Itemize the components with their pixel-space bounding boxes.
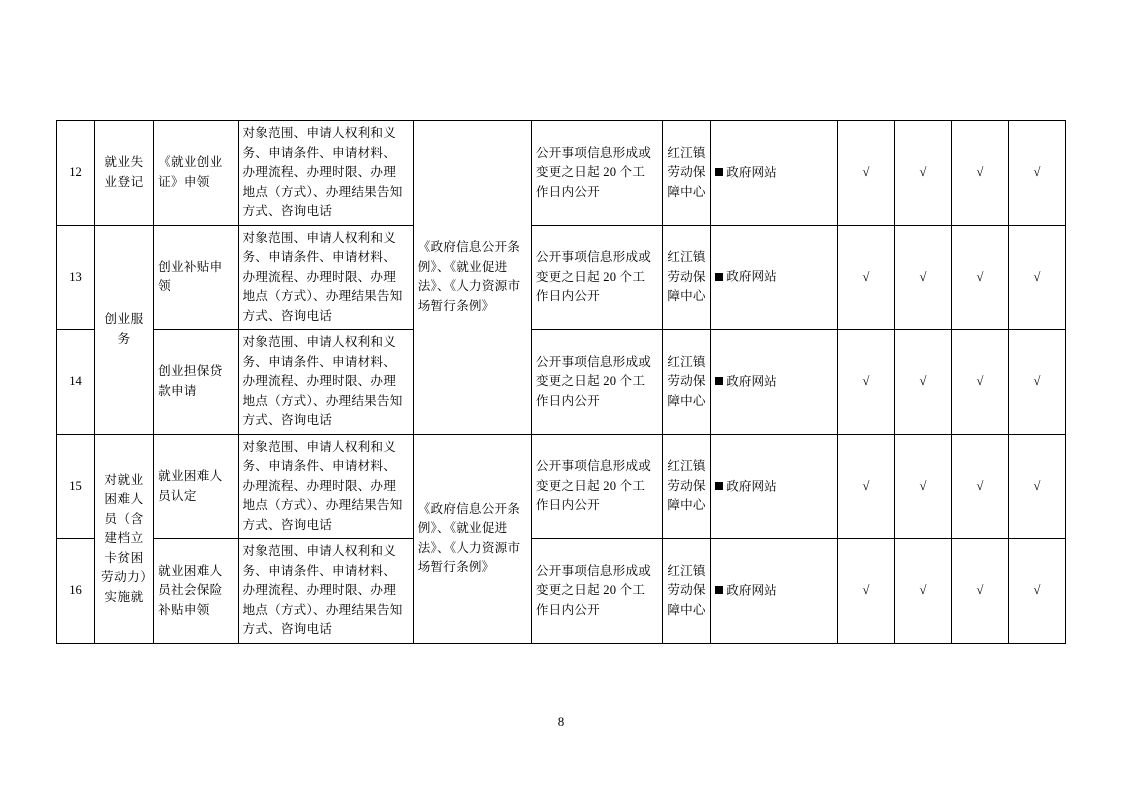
table-row <box>57 121 1066 226</box>
row-channel-label: 政府网站 <box>726 478 777 493</box>
row-public-content: 对象范围、申请人权利和义务、申请条件、申请材料、办理流程、办理时限、办理地点（方式）、办理结果告知方式、咨询电话 <box>238 434 413 539</box>
row-mark-1: √ <box>837 330 894 435</box>
row-mark-3: √ <box>951 225 1008 330</box>
row-mark-4: √ <box>1008 330 1065 435</box>
row-number: 15 <box>57 434 95 539</box>
row-mark-3: √ <box>951 121 1008 226</box>
row-public-organization: 红江镇劳动保障中心 <box>662 539 711 644</box>
row-mark-4: √ <box>1008 121 1065 226</box>
row-public-organization: 红江镇劳动保障中心 <box>662 121 711 226</box>
row-public-deadline: 公开事项信息形成或变更之日起 20 个工作日内公开 <box>531 434 662 539</box>
row-mark-1: √ <box>837 539 894 644</box>
row-item-name: 就业困难人员认定 <box>154 434 238 539</box>
row-mark-2: √ <box>894 121 951 226</box>
row-public-channel <box>711 225 838 330</box>
row-category: 创业服务 <box>94 225 153 434</box>
filled-square-icon <box>715 273 723 281</box>
row-item-name: 创业担保贷款申请 <box>154 330 238 435</box>
public-affairs-table-wrapper <box>56 120 1066 644</box>
row-channel-label: 政府网站 <box>726 583 777 598</box>
row-mark-3: √ <box>951 434 1008 539</box>
row-public-deadline: 公开事项信息形成或变更之日起 20 个工作日内公开 <box>531 330 662 435</box>
row-public-organization: 红江镇劳动保障中心 <box>662 434 711 539</box>
row-number: 12 <box>57 121 95 226</box>
row-mark-2: √ <box>894 434 951 539</box>
row-public-content: 对象范围、申请人权利和义务、申请条件、申请材料、办理流程、办理时限、办理地点（方式）、办理结果告知方式、咨询电话 <box>238 539 413 644</box>
row-mark-2: √ <box>894 330 951 435</box>
row-channel-label: 政府网站 <box>726 374 777 389</box>
row-mark-1: √ <box>837 225 894 330</box>
row-public-deadline: 公开事项信息形成或变更之日起 20 个工作日内公开 <box>531 225 662 330</box>
row-channel-label: 政府网站 <box>726 165 777 180</box>
row-number: 16 <box>57 539 95 644</box>
row-public-basis: 《政府信息公开条例》、《就业促进法》、《人力资源市场暂行条例》 <box>413 434 531 643</box>
row-public-content: 对象范围、申请人权利和义务、申请条件、申请材料、办理流程、办理时限、办理地点（方式）、办理结果告知方式、咨询电话 <box>238 330 413 435</box>
row-mark-4: √ <box>1008 539 1065 644</box>
row-public-channel <box>711 539 838 644</box>
table-row <box>57 539 1066 644</box>
row-category: 就业失业登记 <box>94 121 153 226</box>
row-public-channel <box>711 121 838 226</box>
row-public-channel <box>711 434 838 539</box>
row-mark-1: √ <box>837 121 894 226</box>
row-mark-4: √ <box>1008 225 1065 330</box>
filled-square-icon <box>715 377 723 385</box>
row-public-basis: 《政府信息公开条例》、《就业促进法》、《人力资源市场暂行条例》 <box>413 121 531 435</box>
filled-square-icon <box>715 168 723 176</box>
row-item-name: 就业困难人员社会保险补贴申领 <box>154 539 238 644</box>
table-row <box>57 330 1066 435</box>
filled-square-icon <box>715 482 723 490</box>
page-number: 8 <box>557 714 565 729</box>
row-mark-2: √ <box>894 539 951 644</box>
row-number: 14 <box>57 330 95 435</box>
row-public-content: 对象范围、申请人权利和义务、申请条件、申请材料、办理流程、办理时限、办理地点（方式）、办理结果告知方式、咨询电话 <box>238 121 413 226</box>
row-channel-label: 政府网站 <box>726 269 777 284</box>
row-mark-3: √ <box>951 330 1008 435</box>
row-public-deadline: 公开事项信息形成或变更之日起 20 个工作日内公开 <box>531 121 662 226</box>
row-public-deadline: 公开事项信息形成或变更之日起 20 个工作日内公开 <box>531 539 662 644</box>
row-number: 13 <box>57 225 95 330</box>
row-item-name: 创业补贴申领 <box>154 225 238 330</box>
row-mark-1: √ <box>837 434 894 539</box>
row-mark-2: √ <box>894 225 951 330</box>
row-item-name: 《就业创业证》申领 <box>154 121 238 226</box>
row-public-channel <box>711 330 838 435</box>
table-row <box>57 225 1066 330</box>
row-public-organization: 红江镇劳动保障中心 <box>662 225 711 330</box>
filled-square-icon <box>715 586 723 594</box>
row-mark-3: √ <box>951 539 1008 644</box>
row-public-organization: 红江镇劳动保障中心 <box>662 330 711 435</box>
table-row <box>57 434 1066 539</box>
row-category: 对就业困难人员（含建档立卡贫困劳动力）实施就 <box>94 434 153 643</box>
row-mark-4: √ <box>1008 434 1065 539</box>
public-affairs-table <box>56 120 1066 644</box>
row-public-content: 对象范围、申请人权利和义务、申请条件、申请材料、办理流程、办理时限、办理地点（方式）、办理结果告知方式、咨询电话 <box>238 225 413 330</box>
